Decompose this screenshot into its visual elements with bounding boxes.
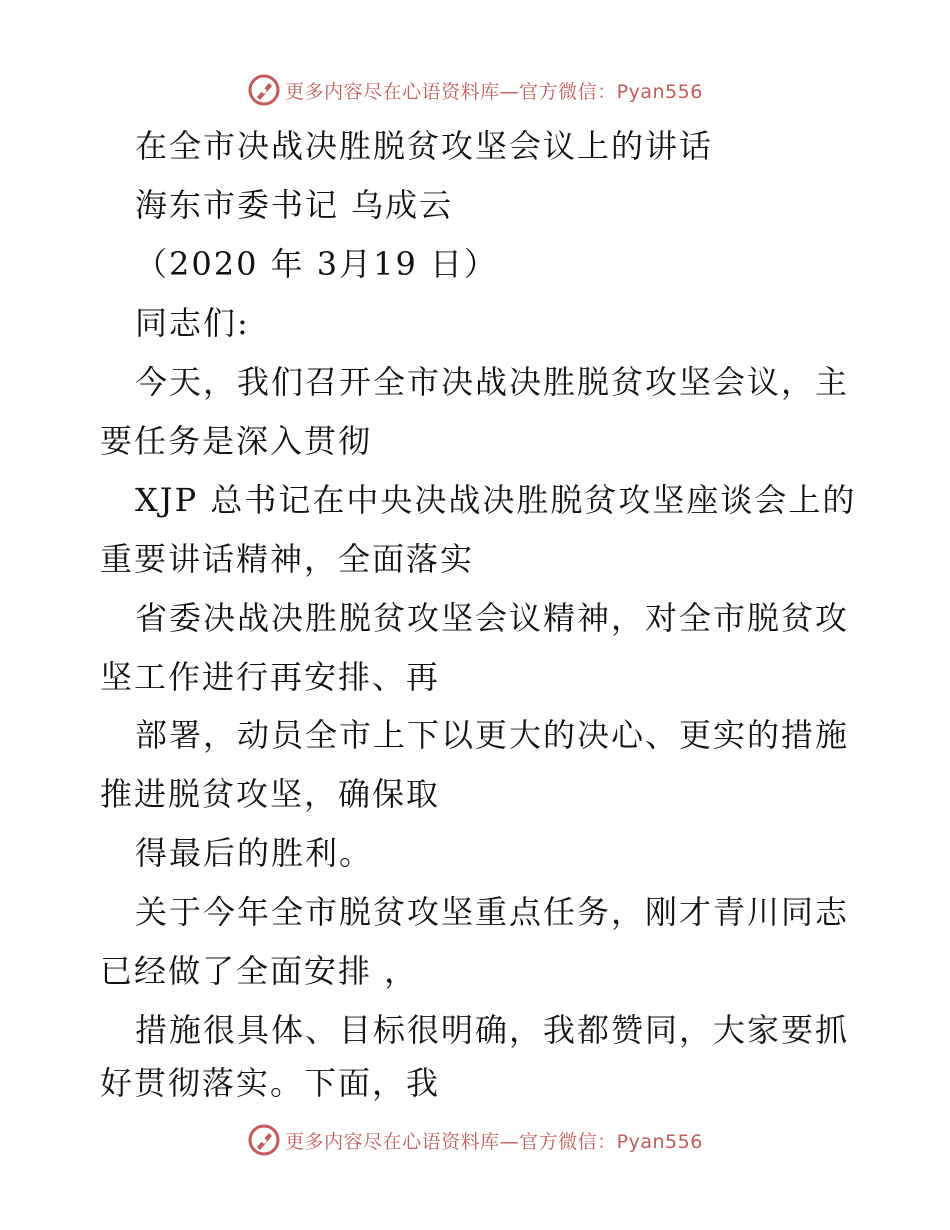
paragraph-line: 得最后的胜利。 [135, 834, 374, 872]
paragraph-line: XJP 总书记在中央决战决胜脱贫攻坚座谈会上的 [135, 481, 857, 519]
paragraph-line: 今天，我们召开全市决战决胜脱贫攻坚会议，主 [135, 363, 850, 401]
paragraph-line: 重要讲话精神，全面落实 [100, 540, 475, 578]
watermark-text: 更多内容尽在心语资料库—官方微信：Pyan556 [285, 80, 703, 103]
paragraph-line: 要任务是深入贯彻 [100, 422, 373, 460]
footer-watermark-banner [0, 1120, 950, 1160]
paragraph-line: 已经做了全面安排 ， [100, 952, 419, 990]
paragraph-line: 好贯彻落实。下面，我 [100, 1064, 441, 1102]
paragraph-line: 坚工作进行再安排、再 [100, 658, 441, 696]
paragraph-line: 部署，动员全市上下以更大的决心、更实的措施 [135, 716, 850, 754]
author-line: 海东市委书记 乌成云 [135, 186, 454, 224]
date-line: （2020 年 3月19 日） [135, 245, 499, 283]
document-title: 在全市决战决胜脱贫攻坚会议上的讲话 [135, 127, 714, 165]
pen-nib-logo-icon [247, 1123, 281, 1157]
paragraph-line: 省委决战决胜脱贫攻坚会议精神，对全市脱贫攻 [135, 599, 850, 637]
header-watermark-banner [0, 70, 950, 110]
paragraph-line: 关于今年全市脱贫攻坚重点任务，刚才青川同志 [135, 893, 850, 931]
watermark-text: 更多内容尽在心语资料库—官方微信：Pyan556 [285, 1130, 703, 1153]
pen-nib-logo-icon [247, 73, 281, 107]
salutation: 同志们: [135, 304, 250, 342]
paragraph-line: 措施很具体、目标很明确，我都赞同，大家要抓 [135, 1011, 850, 1049]
paragraph-line: 推进脱贫攻坚，确保取 [100, 775, 441, 813]
